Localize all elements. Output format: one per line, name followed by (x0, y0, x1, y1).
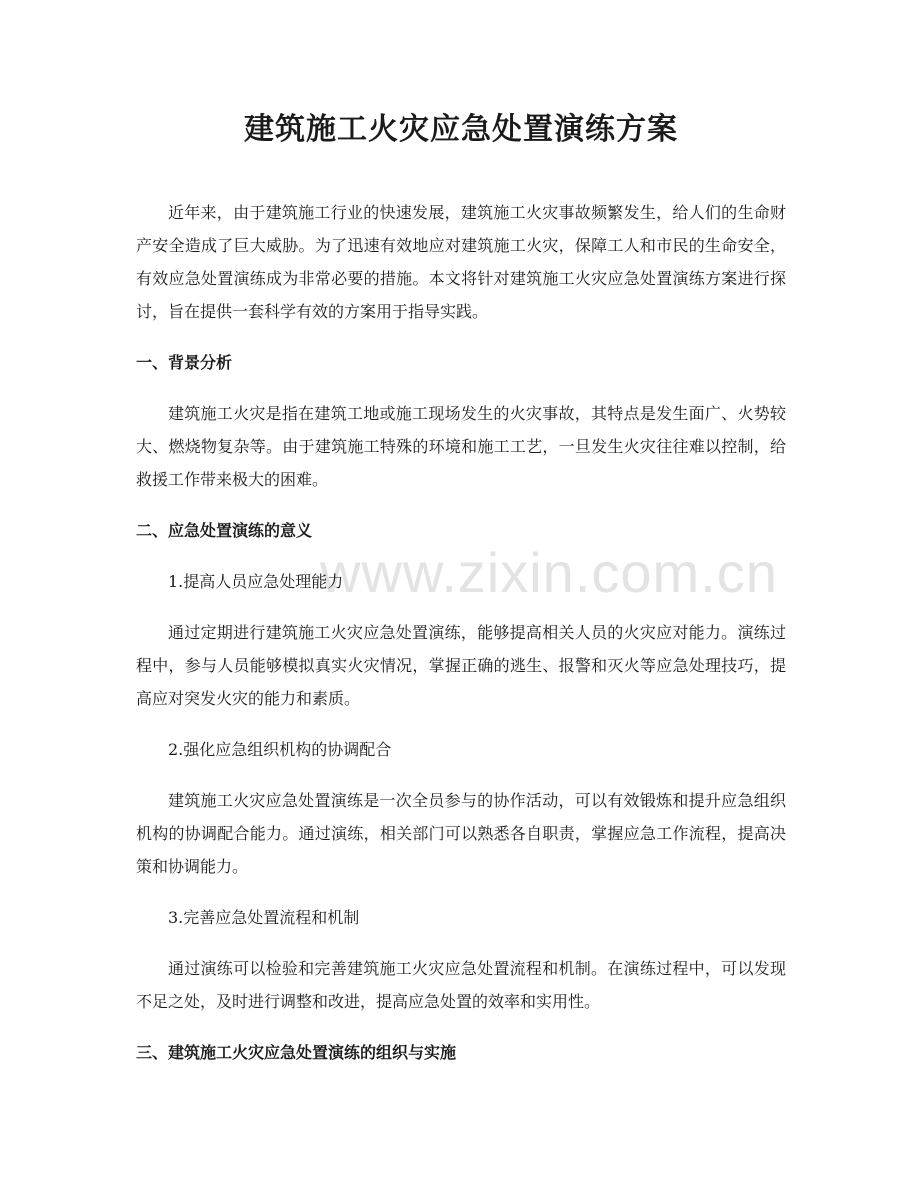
process-paragraph: 通过演练可以检验和完善建筑施工火灾应急处置流程和机制。在演练过程中，可以发现不足之处，及时进行调整和改进，提高应急处置的效率和实用性。 (136, 959, 786, 1011)
intro-paragraph: 近年来，由于建筑施工行业的快速发展，建筑施工火灾事故频繁发生，给人们的生命财产安全造成了巨大威胁。为了迅速有效地应对建筑施工火灾，保障工人和市民的生命安全，有效应急处置演练成为非常必要的措施。本文将针对建筑施工火灾应急处置演练方案进行探讨，旨在提供一套科学有效的方案用于指导实践。 (136, 203, 786, 321)
coordination-paragraph: 建筑施工火灾应急处置演练是一次全员参与的协作活动，可以有效锻炼和提升应急组织机构的协调配合能力。通过演练，相关部门可以熟悉各自职责，掌握应急工作流程，提高决策和协调能力。 (136, 791, 786, 876)
section-heading-organization: 三、建筑施工火灾应急处置演练的组织与实施 (136, 1043, 457, 1062)
subheading-coordination: 2.强化应急组织机构的协调配合 (168, 740, 392, 759)
subheading-process: 3.完善应急处置流程和机制 (168, 908, 360, 927)
watermark: www.zixin.com.cn (320, 541, 778, 604)
ability-paragraph: 通过定期进行建筑施工火灾应急处置演练，能够提高相关人员的火灾应对能力。演练过程中，参与人员能够模拟真实火灾情况，掌握正确的逃生、报警和灭火等应急处理技巧，提高应对突发火灾的能力和素质。 (136, 623, 786, 708)
document-title: 建筑施工火灾应急处置演练方案 (244, 112, 678, 147)
background-paragraph: 建筑施工火灾是指在建筑工地或施工现场发生的火灾事故，其特点是发生面广、火势较大、燃烧物复杂等。由于建筑施工特殊的环境和施工工艺，一旦发生火灾往往难以控制，给救援工作带来极大的困难。 (136, 404, 786, 489)
document-body (136, 104, 786, 1087)
section-heading-significance: 二、应急处置演练的意义 (136, 521, 313, 540)
subheading-ability: 1.提高人员应急处理能力 (168, 572, 344, 591)
section-heading-background: 一、背景分析 (136, 353, 233, 372)
